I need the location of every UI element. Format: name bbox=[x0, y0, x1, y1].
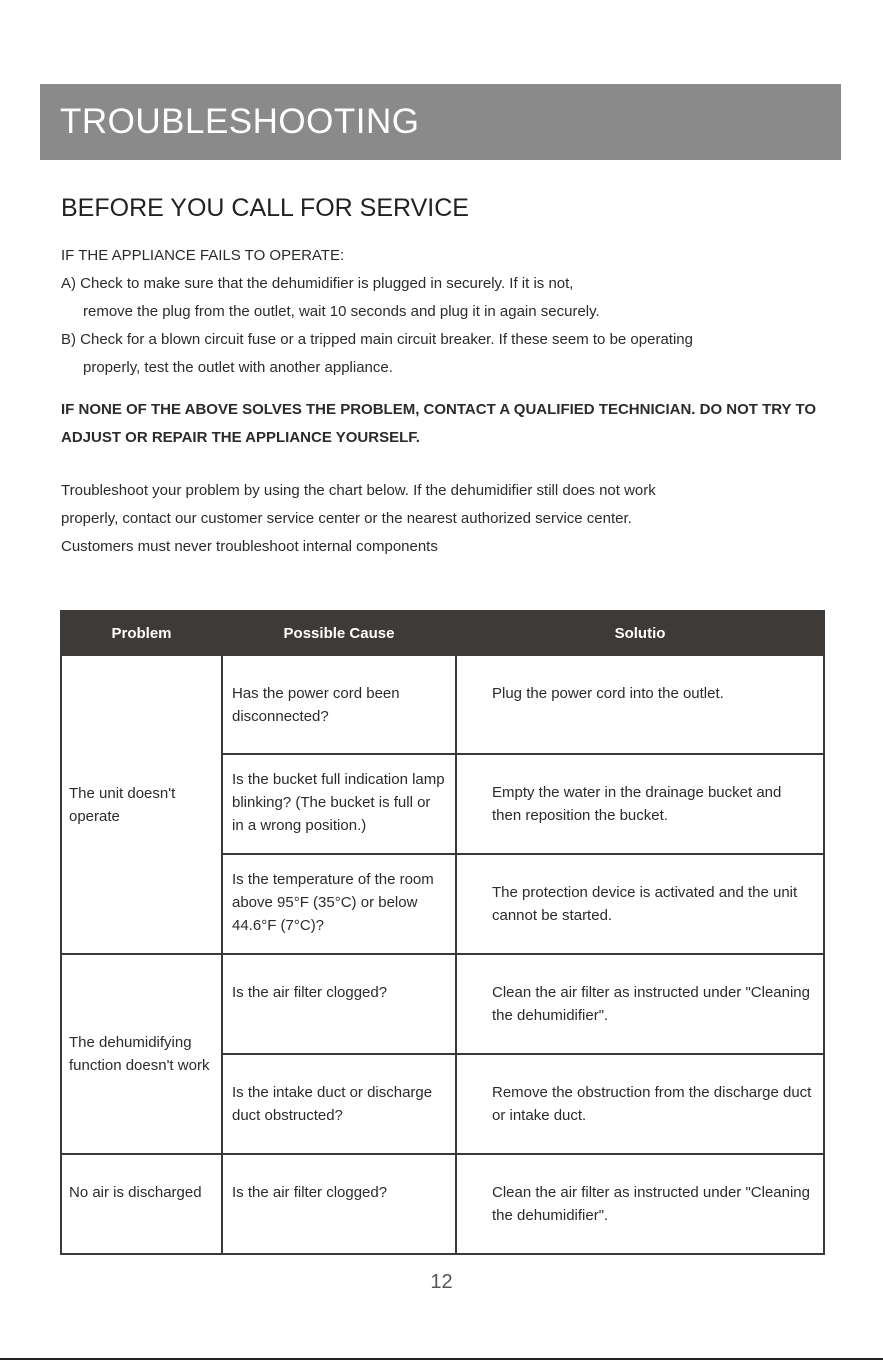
problem-cell: No air is discharged bbox=[61, 1154, 222, 1254]
step-b-line1: B) Check for a blown circuit fuse or a tripped main circuit breaker. If these seem to be operating bbox=[61, 331, 693, 348]
solution-cell: The protection device is activated and the unit cannot be started. bbox=[456, 854, 824, 954]
table-header-row bbox=[61, 611, 824, 655]
solution-cell: Plug the power cord into the outlet. bbox=[456, 655, 824, 754]
solution-cell: Clean the air filter as instructed under "Cleaning the dehumidifier". bbox=[456, 954, 824, 1054]
table-row bbox=[61, 1154, 824, 1254]
section-title: BEFORE YOU CALL FOR SERVICE bbox=[61, 194, 469, 222]
step-b-line2: properly, test the outlet with another appliance. bbox=[83, 359, 393, 376]
troubleshooting-table bbox=[60, 610, 825, 1255]
step-a-line1: A) Check to make sure that the dehumidifier is plugged in securely. If it is not, bbox=[61, 275, 574, 292]
cause-cell: Is the air filter clogged? bbox=[222, 954, 456, 1054]
header-solution: Solutio bbox=[456, 611, 824, 655]
intro-heading: IF THE APPLIANCE FAILS TO OPERATE: bbox=[61, 247, 345, 264]
cause-cell: Has the power cord been disconnected? bbox=[222, 655, 456, 754]
note-line2: properly, contact our customer service center or the nearest authorized service center. bbox=[61, 510, 632, 527]
step-a-line2: remove the plug from the outlet, wait 10 seconds and plug it in again securely. bbox=[83, 303, 600, 320]
note-line3: Customers must never troubleshoot internal components bbox=[61, 538, 438, 555]
solution-cell: Remove the obstruction from the discharge duct or intake duct. bbox=[456, 1054, 824, 1154]
title-banner bbox=[40, 84, 841, 160]
solution-cell: Empty the water in the drainage bucket and then reposition the bucket. bbox=[456, 754, 824, 854]
problem-cell: The dehumidifying function doesn't work bbox=[61, 954, 222, 1154]
bottom-rule bbox=[0, 1358, 883, 1360]
warning-line1: IF NONE OF THE ABOVE SOLVES THE PROBLEM, CONTACT A QUALIFIED TECHNICIAN. DO NOT TRY TO bbox=[61, 401, 817, 418]
header-cause: Possible Cause bbox=[222, 611, 456, 655]
note-text bbox=[61, 477, 841, 561]
cause-cell: Is the intake duct or discharge duct obstructed? bbox=[222, 1054, 456, 1154]
solution-cell: Clean the air filter as instructed under "Cleaning the dehumidifier". bbox=[456, 1154, 824, 1254]
cause-cell: Is the temperature of the room above 95°F (35°C) or below 44.6°F (7°C)? bbox=[222, 854, 456, 954]
cause-cell: Is the air filter clogged? bbox=[222, 1154, 456, 1254]
note-line1: Troubleshoot your problem by using the chart below. If the dehumidifier still does not work bbox=[61, 482, 656, 499]
warning-line2: ADJUST OR REPAIR THE APPLIANCE YOURSELF. bbox=[61, 429, 420, 446]
table-row bbox=[61, 655, 824, 754]
header-problem: Problem bbox=[61, 611, 222, 655]
cause-cell: Is the bucket full indication lamp blinking? (The bucket is full or in a wrong position.) bbox=[222, 754, 456, 854]
problem-cell: The unit doesn't operate bbox=[61, 655, 222, 954]
warning-text bbox=[61, 396, 841, 452]
page-number: 12 bbox=[430, 1271, 453, 1293]
table-row bbox=[61, 954, 824, 1054]
page-title: TROUBLESHOOTING bbox=[60, 102, 420, 141]
